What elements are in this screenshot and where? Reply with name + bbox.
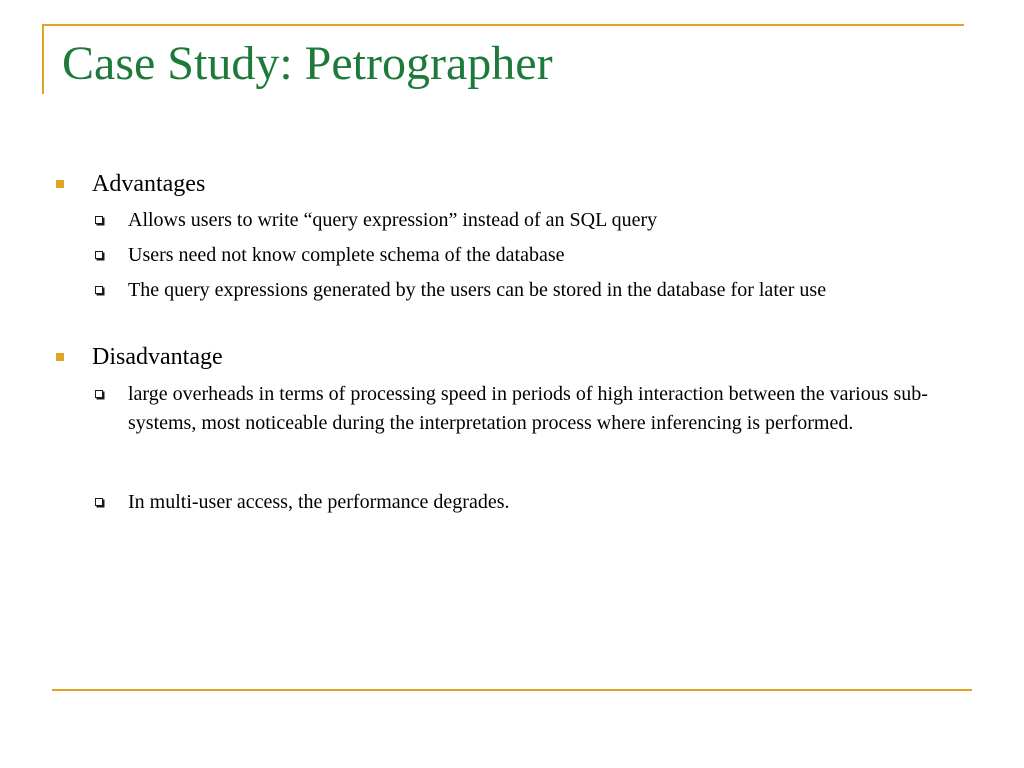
list-item: In multi-user access, the performance degrades. xyxy=(128,491,510,513)
frame-top-rule xyxy=(42,24,964,26)
frame-left-rule xyxy=(42,24,44,94)
list-item: large overheads in terms of processing speed in periods of high interaction between the various sub-systems, most noticeable during the interpretation process where inferencing is performed. xyxy=(128,383,928,434)
slide-title: Case Study: Petrographer xyxy=(62,37,553,90)
hollow-square-bullet-icon xyxy=(95,390,103,398)
list-item: Users need not know complete schema of the database xyxy=(128,244,565,266)
frame-bottom-rule xyxy=(52,689,972,691)
hollow-square-bullet-icon xyxy=(95,251,103,259)
hollow-square-bullet-icon xyxy=(95,286,103,294)
hollow-square-bullet-icon xyxy=(95,216,103,224)
square-bullet-icon xyxy=(56,353,64,361)
square-bullet-icon xyxy=(56,180,64,188)
list-item: The query expressions generated by the users can be stored in the database for later use xyxy=(128,279,827,301)
section-heading-advantages: Advantages xyxy=(92,171,206,197)
list-item: Allows users to write “query expression” instead of an SQL query xyxy=(128,209,658,231)
section-heading-disadvantage: Disadvantage xyxy=(92,344,223,370)
hollow-square-bullet-icon xyxy=(95,498,103,506)
